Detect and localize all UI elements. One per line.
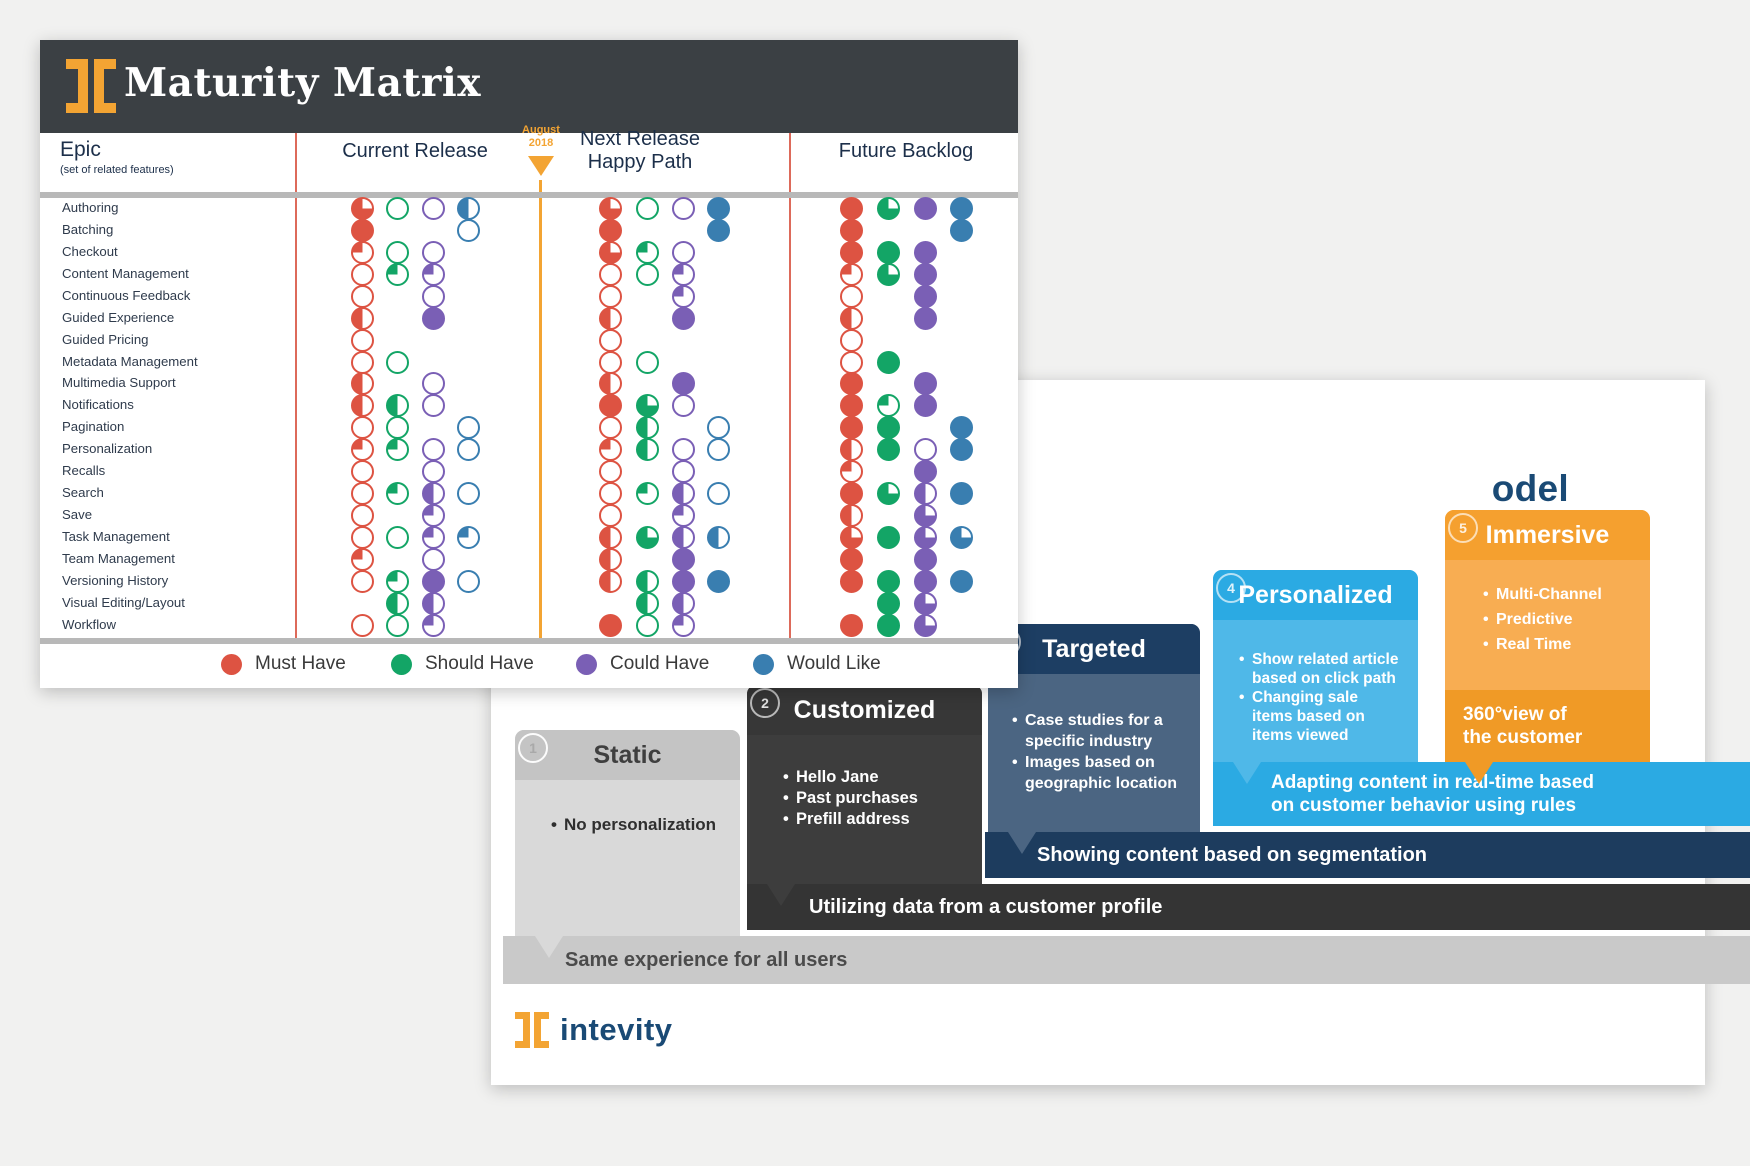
priority-pie-dot	[707, 197, 730, 220]
priority-pie-dot	[351, 219, 374, 242]
priority-pie-dot	[636, 351, 659, 374]
model-slide-title: odel	[1491, 468, 1569, 509]
priority-pie-dot	[351, 329, 374, 352]
epic-row-label: Authoring	[62, 200, 119, 215]
priority-pie-dot	[599, 504, 622, 527]
epic-row-label: Workflow	[62, 617, 116, 632]
priority-pie-dot	[672, 307, 695, 330]
priority-pie-dot	[351, 285, 374, 308]
legend-dot	[221, 654, 242, 675]
priority-pie-dot	[672, 548, 695, 571]
priority-pie-dot	[840, 197, 863, 220]
legend-label: Would Like	[787, 653, 881, 674]
priority-pie-dot	[914, 526, 937, 549]
priority-pie-dot	[672, 614, 695, 637]
priority-pie-dot	[599, 394, 622, 417]
priority-pie-dot	[457, 570, 480, 593]
epic-row-label: Recalls	[62, 463, 106, 478]
priority-pie-dot	[707, 438, 730, 461]
priority-pie-dot	[599, 548, 622, 571]
priority-pie-dot	[636, 416, 659, 439]
priority-pie-dot	[914, 504, 937, 527]
priority-pie-dot	[840, 394, 863, 417]
priority-pie-dot	[914, 241, 937, 264]
priority-pie-dot	[457, 438, 480, 461]
priority-pie-dot	[636, 263, 659, 286]
immersive-footer-360	[1445, 690, 1650, 762]
step-customized-box	[747, 685, 982, 884]
legend-item	[221, 653, 346, 675]
priority-pie-dot	[707, 219, 730, 242]
legend-label: Could Have	[610, 653, 710, 674]
priority-pie-dot	[840, 285, 863, 308]
priority-pie-dot	[599, 372, 622, 395]
priority-pie-dot	[914, 372, 937, 395]
epic-row-label: Notifications	[62, 397, 134, 412]
step-bullet: • Hello Jane	[783, 767, 918, 788]
priority-pie-dot	[386, 416, 409, 439]
intevity-wordmark: intevity	[560, 1012, 673, 1047]
timeline-marker-year: 2018	[528, 137, 554, 149]
priority-pie-dot	[840, 614, 863, 637]
notch-personalized	[1233, 762, 1261, 784]
priority-pie-dot	[914, 285, 937, 308]
legend-item	[753, 653, 881, 675]
step-static-bullets	[551, 812, 716, 838]
priority-pie-dot	[386, 482, 409, 505]
priority-pie-dot	[672, 482, 695, 505]
step-immersive-bullets	[1483, 582, 1602, 657]
priority-pie-dot	[422, 438, 445, 461]
divider-bar	[40, 192, 1018, 198]
priority-pie-dot	[707, 482, 730, 505]
step-immersive-title: Immersive	[1485, 520, 1610, 549]
step-static-box	[515, 730, 740, 936]
priority-pie-dot	[950, 526, 973, 549]
priority-pie-dot	[386, 197, 409, 220]
epic-row-label: Visual Editing/Layout	[62, 595, 185, 610]
priority-pie-dot	[636, 197, 659, 220]
bar-utilizing	[747, 884, 1750, 930]
priority-pie-dot	[599, 416, 622, 439]
priority-pie-dot	[840, 263, 863, 286]
priority-pie-dot	[599, 482, 622, 505]
priority-pie-dot	[672, 285, 695, 308]
priority-pie-dot	[877, 614, 900, 637]
priority-pie-dot	[599, 307, 622, 330]
step-customized-bullets	[783, 767, 918, 830]
priority-pie-dot	[457, 526, 480, 549]
step-bullet: • Prefill address	[783, 809, 918, 830]
priority-pie-dot	[877, 438, 900, 461]
priority-pie-dot	[599, 614, 622, 637]
priority-pie-dot	[351, 263, 374, 286]
step-bullet: • No personalization	[551, 812, 716, 838]
priority-pie-dot	[950, 416, 973, 439]
step-bullet: • Changing sale items based on items viewed	[1239, 688, 1399, 745]
notch-static	[535, 936, 563, 958]
step-immersive-box	[1445, 510, 1650, 690]
column-next-release-line1: Next Release	[579, 128, 701, 150]
immersive-footer-line2: the customer	[1463, 727, 1583, 748]
priority-pie-dot	[877, 482, 900, 505]
priority-pie-dot	[422, 570, 445, 593]
priority-pie-dot	[422, 197, 445, 220]
epic-row-label: Personalization	[62, 441, 153, 456]
timeline-marker-line	[539, 180, 542, 640]
column-divider	[789, 133, 791, 640]
priority-pie-dot	[351, 394, 374, 417]
priority-pie-dot	[877, 394, 900, 417]
priority-pie-dot	[672, 570, 695, 593]
priority-pie-dot	[386, 394, 409, 417]
priority-pie-dot	[672, 394, 695, 417]
priority-pie-dot	[672, 241, 695, 264]
epic-row-label: Metadata Management	[62, 354, 198, 369]
step-customized-badge: 2	[750, 688, 780, 718]
priority-pie-dot	[422, 548, 445, 571]
priority-pie-dot	[672, 504, 695, 527]
priority-pie-dot	[386, 351, 409, 374]
priority-pie-dot	[914, 548, 937, 571]
priority-pie-dot	[636, 614, 659, 637]
priority-pie-dot	[422, 614, 445, 637]
priority-pie-dot	[950, 438, 973, 461]
priority-pie-dot	[877, 197, 900, 220]
matrix-title: Maturity Matrix	[124, 60, 481, 106]
priority-pie-dot	[914, 394, 937, 417]
priority-pie-dot	[599, 219, 622, 242]
step-targeted-bullets	[1012, 710, 1182, 794]
priority-pie-dot	[672, 526, 695, 549]
bar-adapting-line1: Adapting content in real-time based	[1271, 772, 1595, 793]
column-divider	[295, 133, 297, 640]
brand-bracket-icon	[66, 59, 88, 113]
epic-row-label: Team Management	[62, 551, 175, 566]
epic-column-title: Epic	[60, 138, 101, 161]
intevity-logo	[515, 1012, 673, 1048]
priority-pie-dot	[636, 438, 659, 461]
priority-pie-dot	[599, 460, 622, 483]
priority-pie-dot	[422, 592, 445, 615]
step-personalized-bullets	[1239, 650, 1399, 745]
notch-immersive	[1465, 762, 1493, 784]
priority-pie-dot	[840, 482, 863, 505]
step-targeted-header	[988, 624, 1200, 674]
priority-pie-dot	[840, 219, 863, 242]
step-bullet: • Case studies for a specific industry	[1012, 710, 1182, 752]
priority-pie-dot	[914, 592, 937, 615]
priority-pie-dot	[351, 351, 374, 374]
priority-pie-dot	[636, 526, 659, 549]
bar-showing	[985, 832, 1750, 878]
priority-pie-dot	[914, 614, 937, 637]
step-targeted-title: Targeted	[1042, 634, 1146, 663]
priority-pie-dot	[351, 416, 374, 439]
priority-pie-dot	[422, 241, 445, 264]
priority-pie-dot	[599, 263, 622, 286]
priority-pie-dot	[422, 307, 445, 330]
priority-pie-dot	[351, 526, 374, 549]
priority-pie-dot	[636, 592, 659, 615]
priority-pie-dot	[840, 351, 863, 374]
epic-row-label: Batching	[62, 222, 114, 237]
intevity-bracket-icon	[534, 1012, 549, 1048]
notch-customized	[767, 884, 795, 906]
priority-pie-dot	[386, 263, 409, 286]
priority-pie-dot	[707, 416, 730, 439]
priority-pie-dot	[840, 438, 863, 461]
epic-row-label: Multimedia Support	[62, 375, 176, 390]
step-personalized-title: Personalized	[1238, 580, 1393, 609]
priority-pie-dot	[840, 526, 863, 549]
priority-pie-dot	[386, 438, 409, 461]
immersive-footer-line1: 360°view of	[1463, 704, 1567, 725]
epic-row-label: Pagination	[62, 419, 125, 434]
priority-pie-dot	[840, 570, 863, 593]
priority-pie-dot	[386, 241, 409, 264]
timeline-marker-label	[501, 124, 581, 150]
intevity-bracket-icon	[515, 1012, 530, 1048]
priority-pie-dot	[840, 504, 863, 527]
priority-pie-dot	[672, 592, 695, 615]
priority-pie-dot	[707, 526, 730, 549]
priority-pie-dot	[914, 307, 937, 330]
priority-pie-dot	[877, 570, 900, 593]
column-next-release-line2: Happy Path	[587, 151, 693, 173]
priority-pie-dot	[950, 482, 973, 505]
epic-row-label: Guided Experience	[62, 310, 175, 325]
priority-pie-dot	[422, 285, 445, 308]
bar-utilizing-label: Utilizing data from a customer profile	[809, 895, 1163, 918]
priority-pie-dot	[351, 438, 374, 461]
bar-same-experience	[503, 936, 1750, 984]
priority-pie-dot	[351, 460, 374, 483]
priority-pie-dot	[457, 219, 480, 242]
priority-pie-dot	[877, 351, 900, 374]
matrix-header-bar	[40, 40, 1018, 133]
epic-row-label: Versioning History	[62, 573, 169, 588]
priority-pie-dot	[422, 372, 445, 395]
priority-pie-dot	[351, 614, 374, 637]
priority-pie-dot	[599, 329, 622, 352]
priority-pie-dot	[422, 394, 445, 417]
priority-pie-dot	[914, 482, 937, 505]
priority-pie-dot	[457, 416, 480, 439]
step-targeted-box	[988, 624, 1200, 832]
step-customized-title: Customized	[793, 695, 936, 724]
priority-pie-dot	[599, 526, 622, 549]
priority-pie-dot	[351, 241, 374, 264]
epic-row-label: Save	[62, 507, 93, 522]
priority-pie-dot	[351, 548, 374, 571]
priority-pie-dot	[422, 263, 445, 286]
priority-pie-dot	[877, 263, 900, 286]
epic-row-label: Search	[62, 485, 104, 500]
epic-column-subtitle: (set of related features)	[60, 164, 174, 176]
step-bullet: • Past purchases	[783, 788, 918, 809]
step-bullet: • Images based on geographic location	[1012, 752, 1182, 794]
priority-pie-dot	[386, 526, 409, 549]
priority-pie-dot	[457, 482, 480, 505]
priority-pie-dot	[914, 438, 937, 461]
legend-dot	[576, 654, 597, 675]
legend-item	[391, 653, 534, 675]
priority-pie-dot	[599, 438, 622, 461]
priority-pie-dot	[386, 570, 409, 593]
legend-dot	[391, 654, 412, 675]
priority-pie-dot	[636, 394, 659, 417]
priority-pie-dot	[914, 197, 937, 220]
step-bullet: • Show related article based on click path	[1239, 650, 1399, 688]
priority-pie-dot	[636, 482, 659, 505]
step-static-title: Static	[593, 740, 662, 769]
step-static-badge: 1	[518, 733, 548, 763]
epic-row-label: Content Management	[62, 266, 189, 281]
legend-dot	[753, 654, 774, 675]
priority-pie-dot	[707, 570, 730, 593]
priority-pie-dot	[672, 197, 695, 220]
legend-label: Must Have	[255, 653, 346, 674]
priority-pie-dot	[386, 592, 409, 615]
priority-pie-dot	[599, 351, 622, 374]
priority-pie-dot	[840, 460, 863, 483]
priority-pie-dot	[351, 197, 374, 220]
priority-pie-dot	[351, 372, 374, 395]
priority-pie-dot	[351, 504, 374, 527]
priority-pie-dot	[840, 416, 863, 439]
priority-pie-dot	[950, 197, 973, 220]
brand-bracket-icon	[94, 59, 116, 113]
bar-showing-label: Showing content based on segmentation	[1037, 843, 1428, 866]
bar-same-experience-label: Same experience for all users	[565, 948, 848, 971]
priority-pie-dot	[636, 570, 659, 593]
priority-pie-dot	[877, 592, 900, 615]
step-bullet: • Predictive	[1483, 607, 1602, 632]
priority-pie-dot	[877, 241, 900, 264]
step-personalized-box	[1213, 570, 1418, 762]
priority-pie-dot	[950, 570, 973, 593]
timeline-marker-month: August	[522, 124, 560, 136]
step-static-header	[515, 730, 740, 780]
step-personalized-badge: 4	[1216, 573, 1246, 603]
priority-pie-dot	[840, 307, 863, 330]
maturity-matrix-slide	[40, 40, 1018, 688]
step-customized-header	[747, 685, 982, 735]
priority-pie-dot	[914, 570, 937, 593]
priority-pie-dot	[457, 197, 480, 220]
priority-pie-dot	[840, 548, 863, 571]
priority-pie-dot	[351, 307, 374, 330]
priority-pie-dot	[840, 329, 863, 352]
epic-row-label: Checkout	[62, 244, 118, 259]
priority-pie-dot	[840, 372, 863, 395]
priority-pie-dot	[636, 241, 659, 264]
legend-item	[576, 653, 709, 675]
priority-pie-dot	[877, 526, 900, 549]
timeline-marker-icon	[528, 156, 554, 176]
priority-pie-dot	[599, 285, 622, 308]
priority-pie-dot	[599, 241, 622, 264]
bar-adapting-line2: on customer behavior using rules	[1271, 795, 1577, 816]
priority-pie-dot	[672, 460, 695, 483]
step-immersive-badge: 5	[1448, 513, 1478, 543]
column-current-release: Current Release	[342, 140, 488, 162]
priority-pie-dot	[672, 372, 695, 395]
epic-row-label: Continuous Feedback	[62, 288, 191, 303]
divider-bar	[40, 638, 1018, 644]
column-future-backlog: Future Backlog	[838, 140, 974, 162]
priority-pie-dot	[599, 570, 622, 593]
step-bullet: • Multi-Channel	[1483, 582, 1602, 607]
priority-pie-dot	[914, 460, 937, 483]
priority-pie-dot	[422, 504, 445, 527]
priority-pie-dot	[422, 482, 445, 505]
epic-row-label: Task Management	[62, 529, 170, 544]
epic-row-label: Guided Pricing	[62, 332, 149, 347]
priority-pie-dot	[351, 482, 374, 505]
priority-pie-dot	[386, 614, 409, 637]
priority-pie-dot	[422, 526, 445, 549]
step-bullet: • Real Time	[1483, 632, 1602, 657]
priority-pie-dot	[672, 438, 695, 461]
priority-pie-dot	[950, 219, 973, 242]
legend-label: Should Have	[425, 653, 534, 674]
priority-pie-dot	[672, 263, 695, 286]
priority-pie-dot	[422, 460, 445, 483]
notch-targeted	[1008, 832, 1036, 854]
priority-pie-dot	[914, 263, 937, 286]
priority-pie-dot	[840, 241, 863, 264]
priority-pie-dot	[599, 197, 622, 220]
priority-pie-dot	[877, 416, 900, 439]
priority-pie-dot	[351, 570, 374, 593]
